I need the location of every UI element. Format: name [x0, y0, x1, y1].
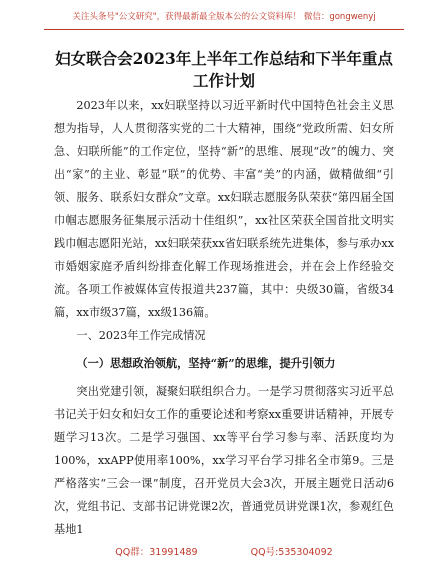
body-paragraph: 突出党建引领，凝聚妇联组织合力。一是学习贯彻落实习近平总书记关于妇女和妇女工作的重要论述和考察xx重要讲话精神，开展专题学习13次。二是学习强国、xx等平台学习参与率、活跃度均为100%，xxAPP使用率100%，xx学习平台学习排名全市第9。三是严格落实“三会一课”制度，召开党员大会3次，开展主题党日活动6次，党组书记、支部书记讲党课2次，普通党员讲党课1次，参观红色基地1: [54, 385, 394, 536]
section-heading: 一、2023年工作完成情况: [76, 329, 206, 342]
footer-qq: QQ号:535304092: [250, 547, 333, 558]
header-note: 关注头条号"公文研究"，获得最新最全版本公的公文资料库！ 微信：gongwenyj: [72, 12, 376, 22]
footer-qq-group: QQ群：31991489: [115, 547, 198, 558]
header-divider: [44, 29, 404, 30]
intro-paragraph: 2023年以来，xx妇联坚持以习近平新时代中国特色社会主义思想为指导，人人贯彻落实党的二十大精神，围绕“党政所需、妇女所急、妇联所能”的工作定位，坚持“新”的思维、展现“改”的魄力、突出“家”的主业、彰显“联”的优势、丰富“美”的内涵，做精做细“引领、服务、联系妇女群众”文章。xx妇联志愿服务队荣获“第四届全国巾帼志愿服务征集展示活动十佳组织”，xx社区荣获全国首批文明实践巾帼志愿阳光站，xx妇联荣获xx省妇联系统先进集体，参与承办xx市婚姻家庭矛盾纠纷排查化解工作现场推进会，并在会上作经验交流。各项工作被媒体宣传报道共237篇，其中：央级30篇，省级34篇，xx市级37篇，xx级136篇。: [54, 99, 394, 319]
subsection-heading: （一）思想政治领航，坚持“新”的思维，提升引领力: [76, 356, 336, 370]
footer-contact: [0, 544, 448, 558]
document-title: 妇女联合会2023年上半年工作总结和下半年重点工作计划: [55, 49, 393, 90]
